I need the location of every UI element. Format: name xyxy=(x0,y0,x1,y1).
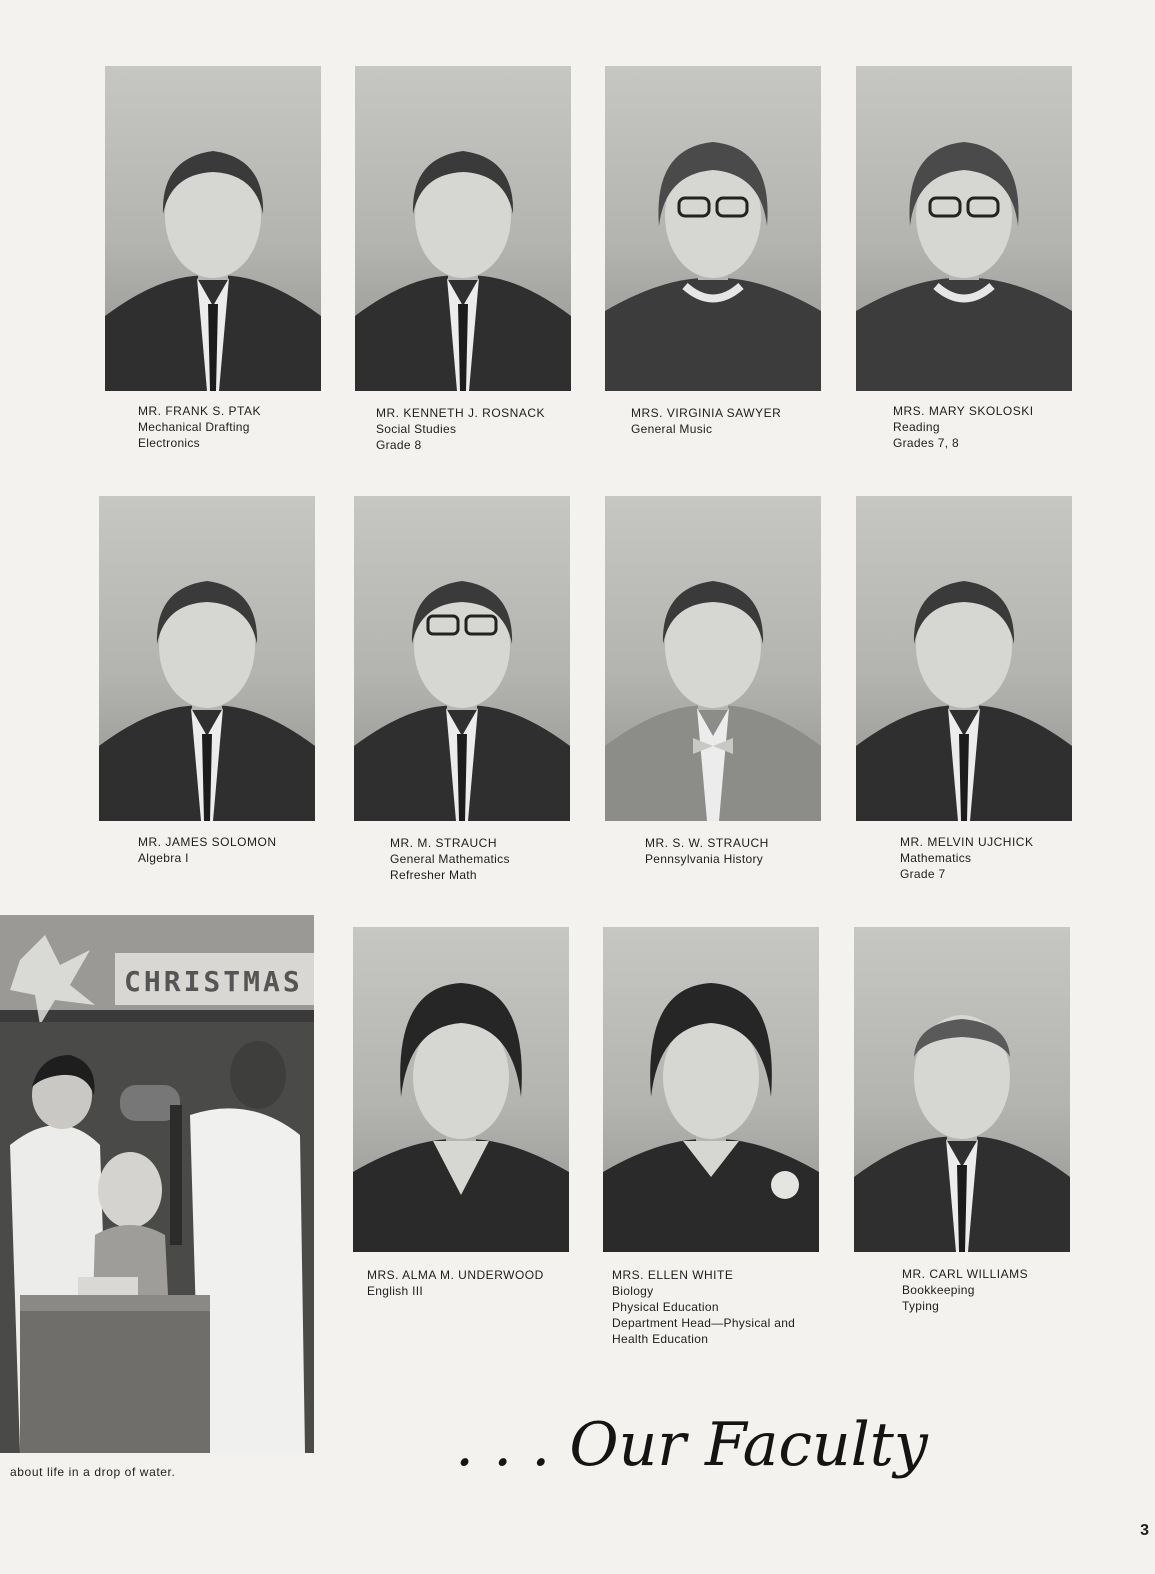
faculty-photo xyxy=(99,496,315,821)
page-number: 3 xyxy=(1140,1522,1149,1539)
faculty-subject: English III xyxy=(367,1284,423,1298)
faculty-subject: Algebra I xyxy=(138,851,189,865)
faculty-photo xyxy=(353,927,569,1252)
faculty-caption xyxy=(893,403,1123,451)
faculty-name: MRS. ALMA M. UNDERWOOD xyxy=(367,1268,544,1282)
faculty-subject: Mechanical Drafting xyxy=(138,420,250,434)
faculty-subject: Grades 7, 8 xyxy=(893,436,960,450)
faculty-caption xyxy=(390,835,620,883)
faculty-photo xyxy=(354,496,570,821)
faculty-subject: Electronics xyxy=(138,436,200,450)
faculty-subject: Typing xyxy=(902,1299,940,1313)
faculty-subject: Health Education xyxy=(612,1332,709,1346)
christmas-banner: CHRISTMAS xyxy=(124,965,303,998)
faculty-name: MR. JAMES SOLOMON xyxy=(138,835,277,849)
faculty-name: MRS. VIRGINIA SAWYER xyxy=(631,406,782,420)
faculty-photo xyxy=(355,66,571,391)
faculty-subject: Bookkeeping xyxy=(902,1283,975,1297)
faculty-caption xyxy=(367,1267,597,1299)
faculty-name: MRS. MARY SKOLOSKI xyxy=(893,404,1034,418)
faculty-name: MRS. ELLEN WHITE xyxy=(612,1268,734,1282)
faculty-photo xyxy=(603,927,819,1252)
faculty-subject: Reading xyxy=(893,420,940,434)
faculty-caption xyxy=(902,1266,1132,1314)
faculty-photo xyxy=(605,66,821,391)
faculty-caption xyxy=(612,1267,842,1347)
faculty-photo xyxy=(856,496,1072,821)
faculty-name: MR. S. W. STRAUCH xyxy=(645,836,769,850)
faculty-subject: Physical Education xyxy=(612,1300,719,1314)
faculty-subject: Social Studies xyxy=(376,422,457,436)
faculty-subject: Mathematics xyxy=(900,851,972,865)
faculty-subject: Department Head—Physical and xyxy=(612,1316,796,1330)
faculty-subject: Pennsylvania History xyxy=(645,852,764,866)
faculty-caption xyxy=(138,834,368,866)
faculty-subject: Refresher Math xyxy=(390,868,477,882)
faculty-name: MR. M. STRAUCH xyxy=(390,836,497,850)
faculty-caption xyxy=(900,834,1130,882)
faculty-photo xyxy=(854,927,1070,1252)
classroom-photo xyxy=(0,915,314,1453)
faculty-name: MR. MELVIN UJCHICK xyxy=(900,835,1034,849)
faculty-name: MR. KENNETH J. ROSNACK xyxy=(376,406,546,420)
faculty-subject: General Music xyxy=(631,422,713,436)
faculty-photo xyxy=(856,66,1072,391)
classroom-photo-caption: about life in a drop of water. xyxy=(10,1465,176,1479)
faculty-photo xyxy=(105,66,321,391)
faculty-name: MR. CARL WILLIAMS xyxy=(902,1267,1029,1281)
faculty-caption xyxy=(376,405,606,453)
page-heading: . . . Our Faculty xyxy=(455,1410,928,1480)
faculty-subject: Grade 7 xyxy=(900,867,946,881)
faculty-caption xyxy=(645,835,875,867)
faculty-subject: General Mathematics xyxy=(390,852,510,866)
faculty-name: MR. FRANK S. PTAK xyxy=(138,404,261,418)
faculty-caption xyxy=(138,403,368,451)
faculty-photo xyxy=(605,496,821,821)
faculty-subject: Grade 8 xyxy=(376,438,422,452)
faculty-caption xyxy=(631,405,861,437)
faculty-subject: Biology xyxy=(612,1284,654,1298)
